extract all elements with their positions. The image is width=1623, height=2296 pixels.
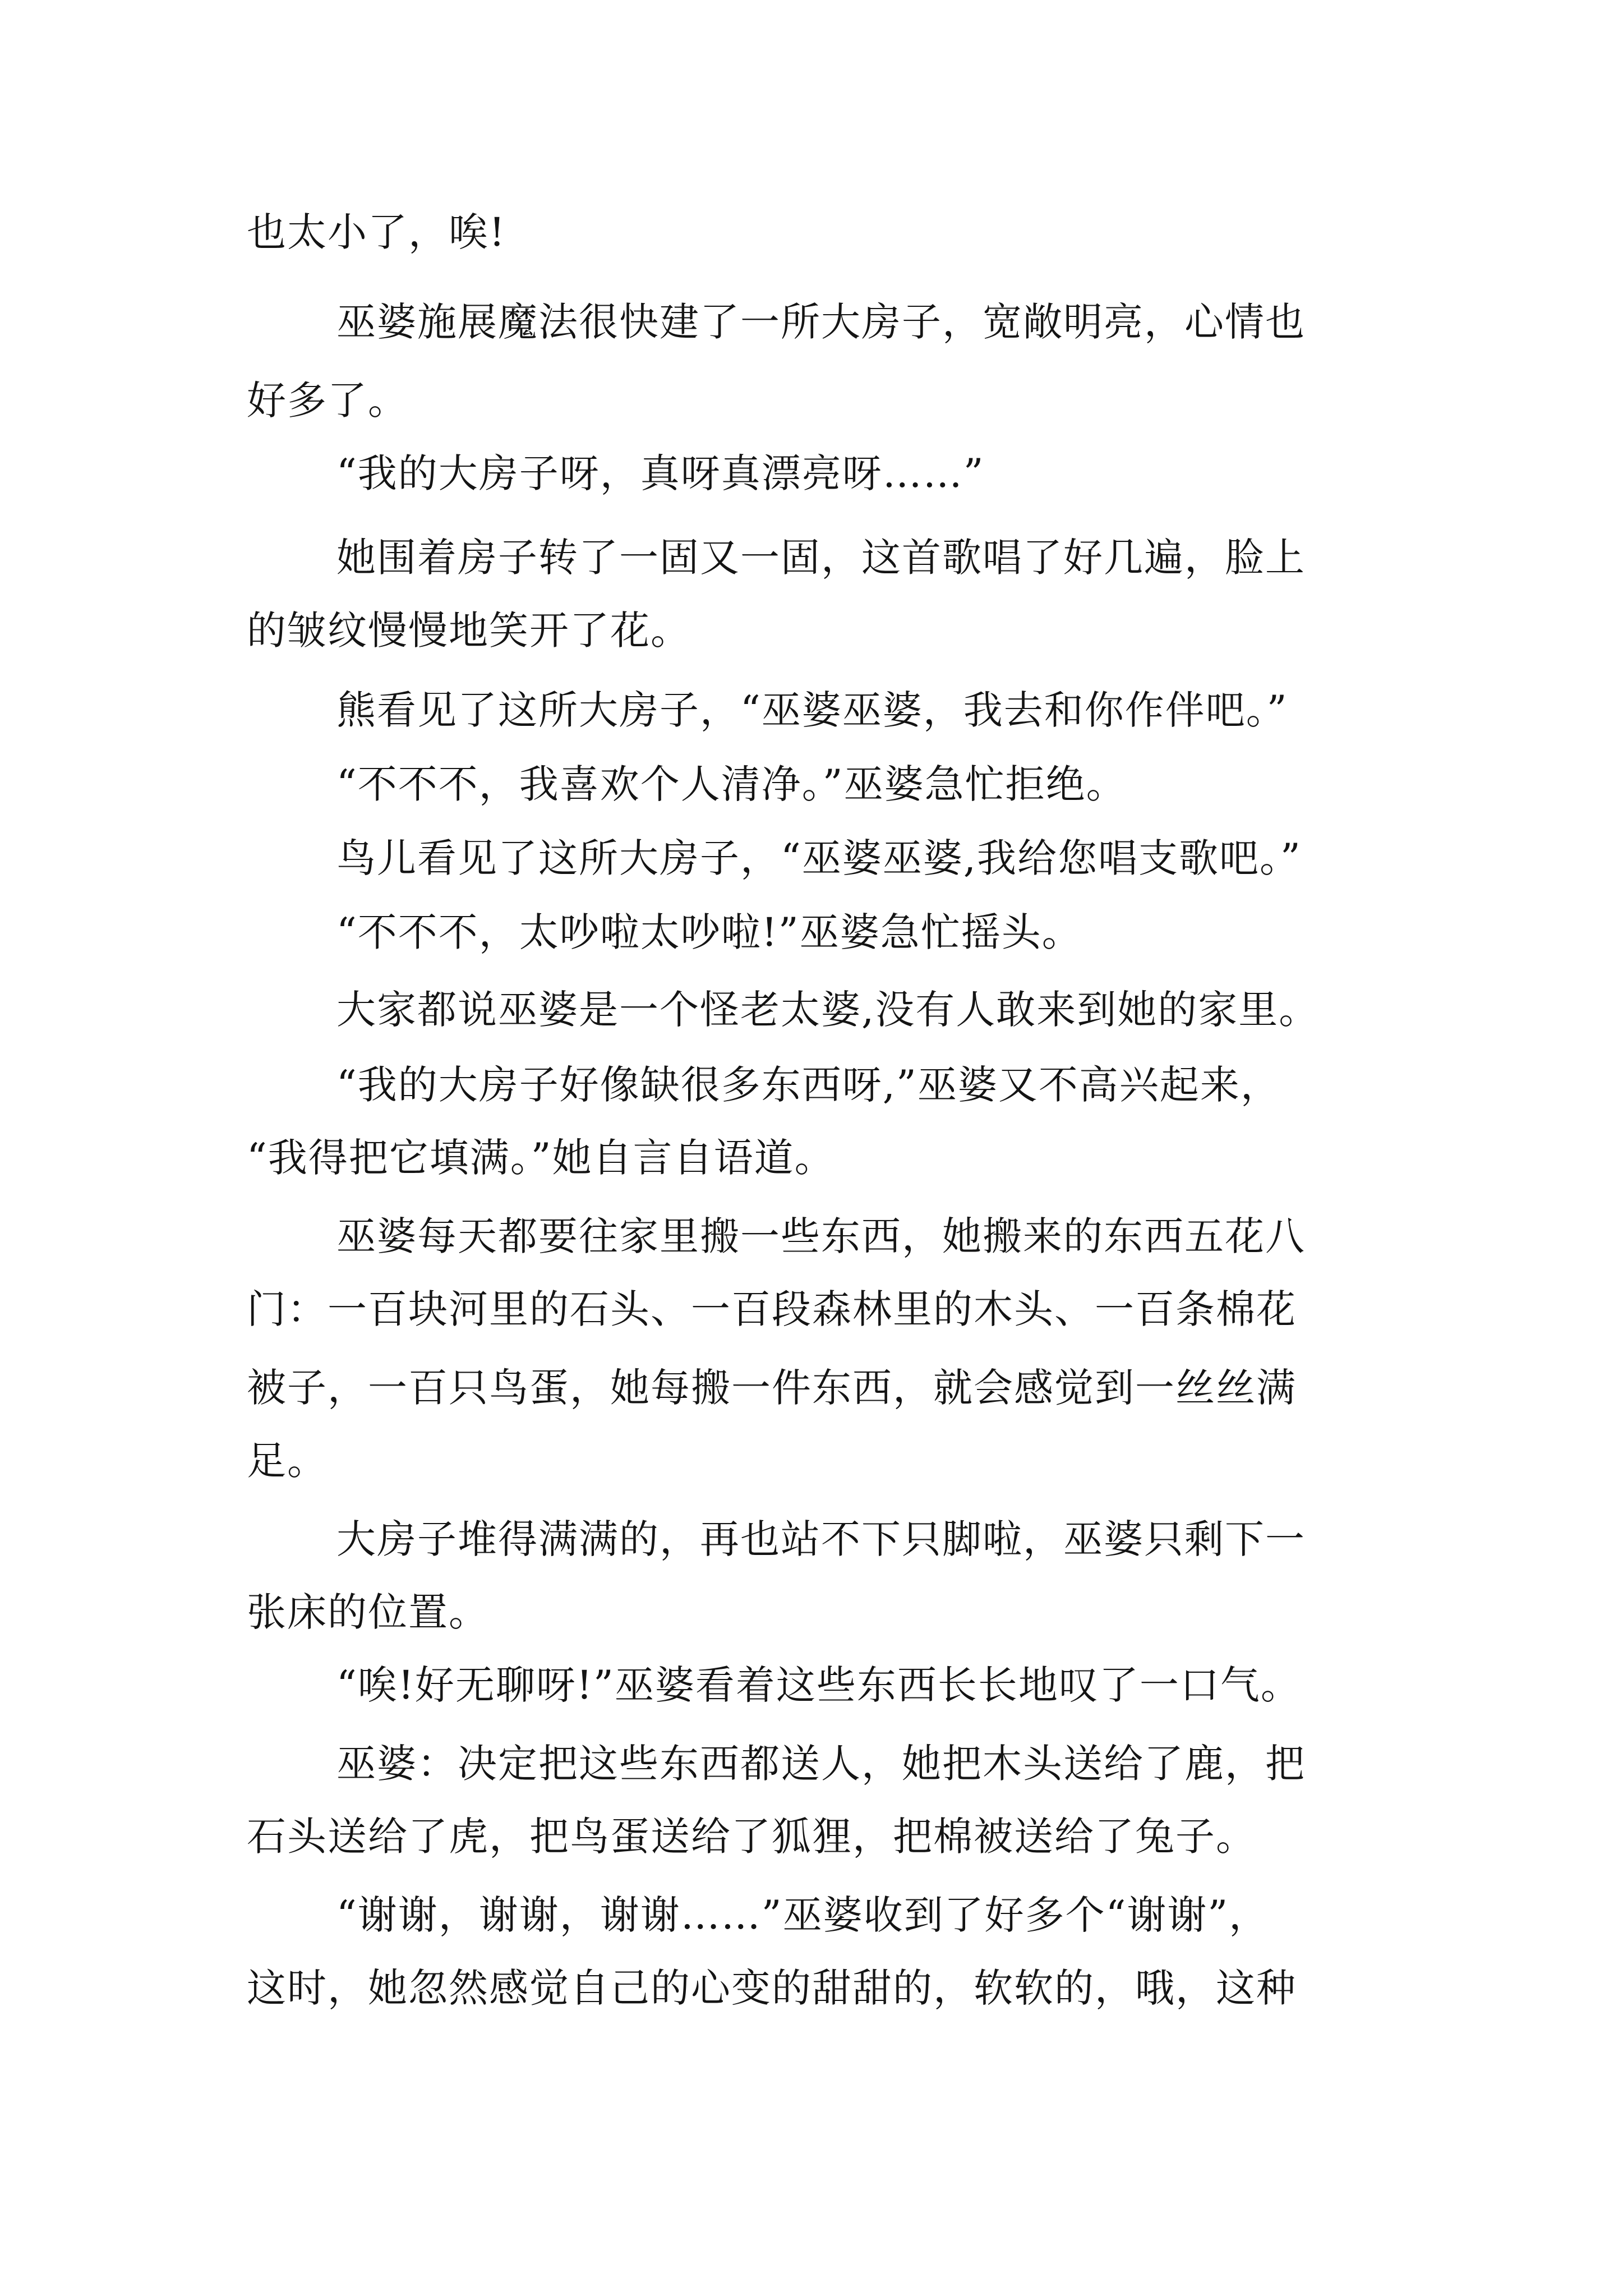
text-line: “谢谢，谢谢，谢谢……”巫婆收到了好多个“谢谢”，: [336, 1892, 1270, 1938]
text-line: 熊看见了这所大房子，“巫婆巫婆，我去和你作伴吧。”: [336, 687, 1288, 733]
text-line: 她围着房子转了一固又一固，这首歌唱了好几遍，脸上: [336, 535, 1306, 581]
text-line: 大房子堆得满满的，再也站不下只脚啦，巫婆只剩下一: [336, 1516, 1306, 1562]
text-line: “我的大房子呀，真呀真漂亮呀……”: [336, 450, 985, 496]
text-line: “不不不，我喜欢个人清净。”巫婆急忙拒绝。: [336, 761, 1127, 807]
text-line: 巫婆：决定把这些东西都送人，她把木头送给了鹿，把: [336, 1741, 1306, 1787]
text-line: 门：一百块河里的石头、一百段森林里的木头、一百条棉花: [247, 1286, 1297, 1332]
text-line: 巫婆施展魔法很快建了一所大房子，宽敞明亮，心情也: [336, 299, 1306, 345]
text-line: 也太小了，唉!: [247, 209, 506, 255]
text-line: “我得把它填满。”她自言自语道。: [247, 1135, 835, 1181]
text-line: 张床的位置。: [247, 1589, 489, 1635]
text-line: “不不不，太吵啦太吵啦!”巫婆急忙摇头。: [336, 909, 1082, 955]
text-line: 大家都说巫婆是一个怪老太婆,没有人敢来到她的家里。: [336, 987, 1320, 1033]
text-line: “我的大房子好像缺很多东西呀,”巫婆又不高兴起来，: [336, 1062, 1281, 1108]
text-line: 的皱纹慢慢地笑开了花。: [247, 608, 691, 654]
text-line: 巫婆每天都要往家里搬一些东西，她搬来的东西五花八: [336, 1213, 1306, 1259]
text-line: “唉!好无聊呀!”巫婆看着这些东西长长地叹了一口气。: [336, 1662, 1301, 1708]
text-line: 石头送给了虎，把鸟蛋送给了狐狸，把棉被送给了兔子。: [247, 1814, 1256, 1860]
text-line: 被子，一百只鸟蛋，她每搬一件东西，就会感觉到一丝丝满: [247, 1365, 1297, 1411]
text-line: 足。: [247, 1438, 328, 1484]
text-line: 鸟儿看见了这所大房子，“巫婆巫婆,我给您唱支歌吧。”: [336, 835, 1302, 881]
text-line: 好多了。: [247, 378, 408, 424]
text-line: 这时，她忽然感觉自己的心变的甜甜的，软软的，哦，这种: [247, 1965, 1297, 2011]
